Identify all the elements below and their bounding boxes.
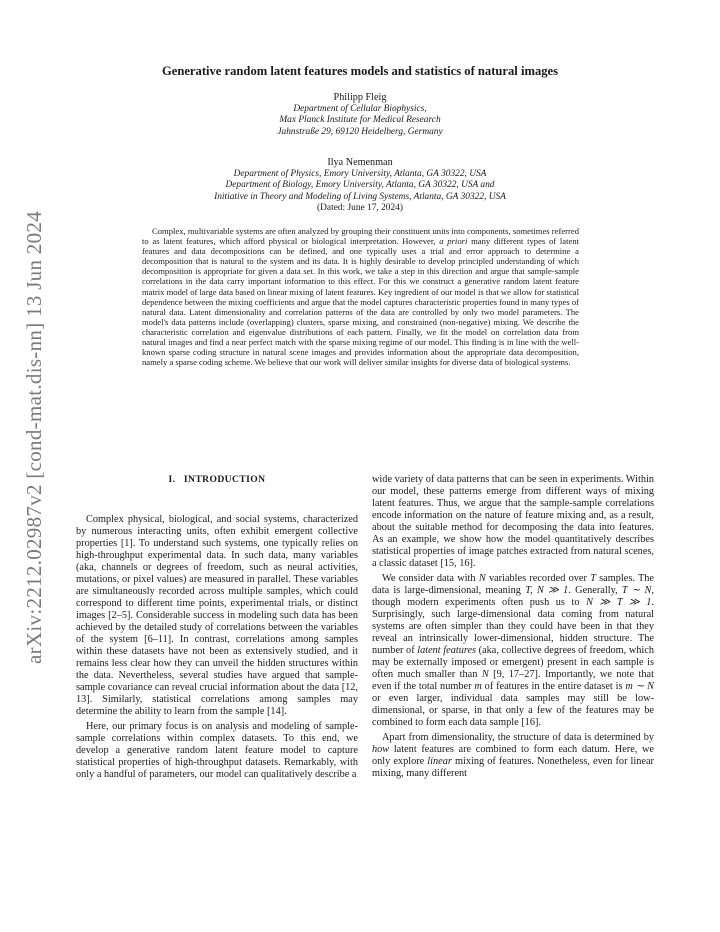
author-name: Philipp Fleig bbox=[333, 92, 387, 103]
affiliation-line: Department of Cellular Biophysics, bbox=[293, 104, 427, 115]
paragraph: We consider data with N variables recorded over T samples. The data is large-dimensional, meaning T, N ≫ 1. Generally, T ∼ N, though modern experiments often push us to N ≫ T ≫ 1. Surprisingly, such large-dimensional data coming from natural systems are often simpler than they could have been in that they reveal an intrinsically lower-dimensional, hidden structure. The number of latent features (aka, collective degrees of freedom, which may be externally imposed or emergent) present in each sample is often much smaller than N [9, 17–27]. Importantly, we note that even if the total number m of features in the entire dataset is m ∼ N or even larger, individual data samples may still be low-dimensional, or sparse, in that only a few of the features may be combined to form each data sample [16]. bbox=[372, 573, 655, 728]
abstract: Complex, multivariable systems are often analyzed by grouping their constituent units into components, sometimes referred to as latent features, which afford physical or biological interpretation. However, a priori many different types of latent features and data decompositions can be defined, and one typically uses a trial and error approach to determine a decomposition that is natural to the system and its data. It is highly desirable to develop principled understanding of which decomposition is appropriate for given a data set. In this work, we take a step in this direction and argue that sample-sample correlations in the data carry important information to this effect. For this we construct a generative random latent feature matrix model of large data based on linear mixing of latent features. Key ingredient of our model is that we allow for statistical dependence between the mixing coefficients and argue that the model captures characteristic properties found in many types of natural data. Latent dimensionality and correlation patterns of the data are controlled by only two model parameters. The model's data patterns include (overlapping) clusters, sparse mixing, and constrained (non-negative) mixing. We describe the characteristic correlation and eigenvalue distributions of each pattern. Finally, we fit the model on correlation data from natural images and find a near perfect match with the sparse mixing regime of our model. This finding is in line with the well-known sparse coding structure in natural scene images and provides information about the appropriate data decomposition, namely a sparse coding scheme. We believe that our work will deliver similar insights for diverse data of biological systems. bbox=[142, 226, 580, 368]
affiliation-line: Department of Biology, Emory University, Atlanta, GA 30322, USA and bbox=[225, 180, 495, 191]
affiliation-line: Max Planck Institute for Medical Research bbox=[279, 115, 441, 126]
author-block-1 bbox=[120, 92, 600, 138]
author-block-2 bbox=[120, 157, 600, 214]
paragraph: Apart from dimensionality, the structure of data is determined by how latent features are combined to form each datum. Here, we only explore linear mixing of features. Nonetheless, even for linear mixing, many different bbox=[372, 732, 654, 779]
affiliation-line: Jahnstraße 29, 69120 Heidelberg, Germany bbox=[277, 126, 443, 137]
left-column bbox=[76, 474, 358, 781]
section-heading: I. INTRODUCTION bbox=[168, 474, 266, 485]
paragraph: Complex physical, biological, and social systems, characterized by numerous interacting units, often exhibit emergent collective properties [1]. To understand such systems, one typically relies on high-throughput experimental data. In such data, many variables (aka, channels or degrees of freedom, such as neural activities, mutations, or pixel values) are measured in parallel. These variables are simultaneously recorded across multiple samples, which could correspond to different time points, experimental trials, or distinct images [2–5]. Considerable success in modeling such data has been achieved by the detailed study of correlations between the variables of the system [6–11]. In contrast, correlations among samples within these datasets have not been as extensively studied, and it remains less clear how they can unveil the hidden structures within the data. Nevertheless, several studies have argued that sample-sample covariance can reveal crucial information about the data [12, 13]. Similarly, statistical correlations among samples may determine the ability to learn from the sample [14]. bbox=[76, 514, 358, 717]
date-line: (Dated: June 17, 2024) bbox=[317, 202, 403, 213]
affiliation-line: Initiative in Theory and Modeling of Living Systems, Atlanta, GA 30322, USA bbox=[214, 191, 506, 202]
paragraph: Here, our primary focus is on analysis and modeling of sample-sample correlations within complex datasets. To this end, we develop a generative random latent feature model to capture statistical properties of high-throughput datasets. Remarkably, with only a handful of parameters, our model can qualitatively describe a bbox=[76, 721, 358, 780]
affiliation-line: Department of Physics, Emory University, Atlanta, GA 30322, USA bbox=[233, 169, 487, 180]
author-name: Ilya Nemenman bbox=[327, 157, 393, 168]
arxiv-identifier: arXiv:2212.02987v2 [cond-mat.dis-nn] 13 Jun 2024 bbox=[22, 210, 46, 664]
right-column bbox=[372, 474, 654, 780]
paper-title: Generative random latent features models and statistics of natural images bbox=[161, 64, 559, 78]
paragraph: wide variety of data patterns that can be seen in experiments. Within our model, these patterns emerge from different ways of mixing latent features. Thus, we argue that the sample-sample correlations encode information on the nature of feature mixing and, as a result, about the suitable method for decomposing the data into features. As an example, we show how the model quantitatively describes statistical properties of image patches extracted from natural scenes, a classic dataset [15, 16]. bbox=[372, 474, 654, 569]
